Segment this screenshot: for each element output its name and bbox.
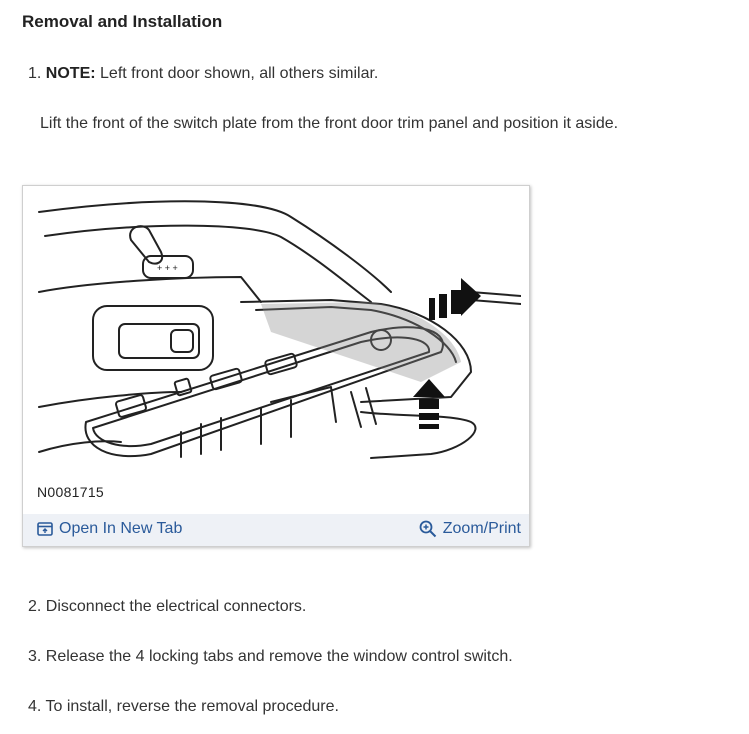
step-3-number: 3. xyxy=(28,648,42,665)
step-1-note xyxy=(28,65,378,83)
open-in-new-tab-label: Open In New Tab xyxy=(59,520,183,537)
figure-id: N0081715 xyxy=(37,484,105,500)
step-4-number: 4. xyxy=(28,698,42,715)
figure-toolbar xyxy=(23,514,529,546)
step-3-text: Release the 4 locking tabs and remove the window control switch. xyxy=(45,648,513,665)
note-text: Left front door shown, all others similar. xyxy=(95,65,379,82)
section-heading: Removal and Installation xyxy=(22,12,223,31)
zoom-print-link[interactable] xyxy=(419,520,521,538)
svg-text:+ + +: + + + xyxy=(157,263,178,273)
step-2-number: 2. xyxy=(28,598,42,615)
zoom-print-label: Zoom/Print xyxy=(442,520,521,537)
step-4-text: To install, reverse the removal procedure. xyxy=(45,698,339,715)
step-1-body: Lift the front of the switch plate from the front door trim panel and position it aside. xyxy=(40,115,619,132)
step-4 xyxy=(28,698,339,716)
magnifier-plus-icon xyxy=(419,520,437,538)
open-new-tab-icon xyxy=(37,522,53,536)
step-2 xyxy=(28,598,306,616)
step-1-number: 1. xyxy=(28,65,42,82)
step-2-text: Disconnect the electrical connectors. xyxy=(45,598,307,615)
step-3 xyxy=(28,648,513,666)
figure-card xyxy=(22,185,530,547)
note-label: NOTE: xyxy=(45,65,96,82)
door-switch-illustration xyxy=(31,192,521,482)
open-in-new-tab-link[interactable] xyxy=(37,520,182,538)
